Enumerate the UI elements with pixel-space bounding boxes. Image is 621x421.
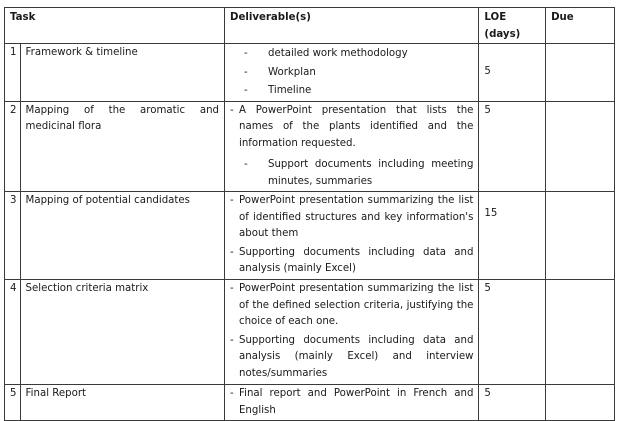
table-row xyxy=(5,101,615,192)
list-item: - Timeline xyxy=(244,85,312,96)
table-header-row xyxy=(5,8,615,44)
task-number: 1 xyxy=(5,44,21,102)
deliverables-cell xyxy=(225,385,479,421)
loe-value: 15 xyxy=(479,192,546,280)
task-number: 5 xyxy=(5,385,21,421)
table-row xyxy=(5,280,615,385)
list-item: - detailed work methodology xyxy=(244,48,408,59)
due-value xyxy=(546,385,615,421)
task-name: Framework & timeline xyxy=(20,44,224,102)
task-name: Final Report xyxy=(20,385,224,421)
table-row xyxy=(5,385,615,421)
table-row xyxy=(5,44,615,102)
due-value xyxy=(546,101,615,192)
list-item: - Support documents including meeting minutes, summaries xyxy=(244,159,474,187)
task-name: Mapping of the aromatic and medicinal flora xyxy=(20,101,224,192)
header-loe: LOE (days) xyxy=(479,8,546,44)
due-value xyxy=(546,280,615,385)
task-name: Mapping of potential candidates xyxy=(20,192,224,280)
header-deliverables: Deliverable(s) xyxy=(225,8,479,44)
loe-value: 5 xyxy=(479,385,546,421)
list-item: - Supporting documents including data and analysis (mainly Excel) and interview notes/summaries xyxy=(230,334,474,379)
list-item: - PowerPoint presentation summarizing the list of identified structures and key information's about them xyxy=(230,195,474,239)
deliverables-table xyxy=(4,7,615,421)
list-item: - Supporting documents including data and analysis (mainly Excel) xyxy=(230,246,474,274)
list-item: - A PowerPoint presentation that lists the names of the plants identified and the information requested. xyxy=(230,104,474,149)
loe-value: 5 xyxy=(479,280,546,385)
loe-value: 5 xyxy=(479,44,546,102)
task-number: 2 xyxy=(5,101,21,192)
deliverables-cell xyxy=(225,192,479,280)
header-task: Task xyxy=(5,8,225,44)
list-item: - Final report and PowerPoint in French and English xyxy=(230,388,474,416)
deliverables-cell xyxy=(225,101,479,192)
header-due: Due xyxy=(546,8,615,44)
list-item: - Workplan xyxy=(244,66,316,78)
due-value xyxy=(546,44,615,102)
task-number: 3 xyxy=(5,192,21,280)
deliverables-cell xyxy=(225,280,479,385)
list-item: - PowerPoint presentation summarizing the list of the defined selection criteria, justifying the choice of each one. xyxy=(230,283,474,327)
table-row xyxy=(5,192,615,280)
task-name: Selection criteria matrix xyxy=(20,280,224,385)
deliverables-cell xyxy=(225,44,479,102)
task-number: 4 xyxy=(5,280,21,385)
loe-value: 5 xyxy=(479,101,546,192)
due-value xyxy=(546,192,615,280)
